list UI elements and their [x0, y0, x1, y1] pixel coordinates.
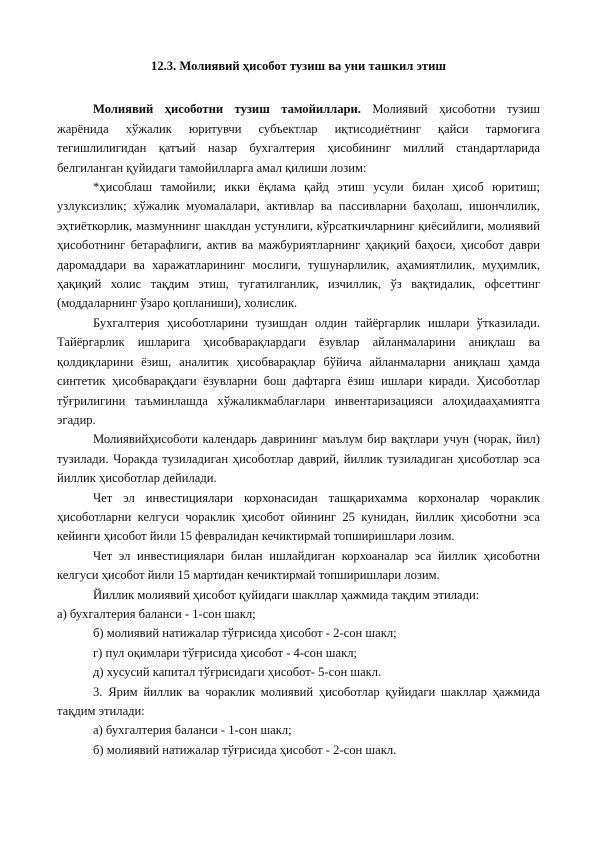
list-item: б) молиявий натижалар тўғрисида ҳисобот - 2-сон шакл.	[93, 742, 397, 757]
section-title: 12.3. Молиявий ҳисобот тузиш ва уни ташкил этиш	[151, 59, 446, 73]
paragraph-periods: Молиявийҳисоботи календарь даврининг маълум бир вақтлари учун (чорак, йил) тузилади. Чоракда тузиладиган ҳисоботлар даврий, йиллик тузиладиган ҳисоботлар эса йиллик ҳисоботлар дейилади.	[57, 432, 540, 486]
list-item: б) молиявий натижалар тўғрисида ҳисобот - 2-сон шакл;	[93, 626, 397, 641]
paragraph-principles-list: *ҳисоблаш тамойили; икки ёқлама қайд этиш усули билан ҳисоб юритиш; узлуксизлик; хўжалик муомалалари, активлар ва пассивларни баҳолаш, ишончлилик, эҳтиёткорлик, мазмуннинг шаклдан устунлиги, кўрсаткичларнинг қиёсийлиги, молиявий ҳисоботнинг бетарафлиги, актив ва мажбуриятларнинг ҳақиқий баҳоси, ҳисобот даври даромаддари ва харажатларининг мослиги, тушунарлилик, аҳамиятлилик, муҳимлик, ҳақиқий холис тақдим этиш, тугатилганлик, изчиллик, ўз вақтидалик, офсеттинг (моддаларнинг ўзаро қопланиши), холислик.	[57, 180, 540, 311]
principles-intro: Молиявий ҳисоботни тузиш жарёнида хўжалик юритувчи субъектлар иқтисодиётнинг қайси тармоғига тегишлилигидан қатъий назар бухгалтерия ҳисобининг миллий стандартларида белгиланган қуйидаги тамойилларга амал қилиши лозим:	[57, 102, 540, 175]
list-item: а) бухгалтерия баланси - 1-сон шакл;	[57, 606, 256, 621]
paragraph-foreign-deadlines: Чет эл инвестициялари билан ишлайдиган корхоаналар эса йиллик ҳисоботни келгуси ҳисобот йили 15 мартидан кечиктирмай топширишлари лозим.	[57, 548, 540, 583]
list-item: г) пул оқимлари тўғрисида ҳисобот - 4-сон шакл;	[93, 645, 357, 660]
list-item: д) хусусий капитал тўғрисидаги ҳисобот- 5-сон шакл.	[93, 665, 382, 680]
paragraph-principles	[57, 100, 540, 178]
paragraph-preparation: Бухгалтерия ҳисоботларини тузишдан олдин тайёргарлик ишлари ўтказилади. Тайёргарлик ишларига ҳисобварақлардаги ёзувлар айланмаларини аниқлаш ва қолдиқларини ёзиш, аналитик ҳисобварақлар бўйича айланмаларни аниқлаш ҳамда синтетик ҳисобварақдаги ёзувларни бош дафтарга ёзиш ишлари киради. Ҳисоботлар тўғрилигини таъминлашда хўжаликмаблағлари инвентаризацияси алоҳидааҳамиятга эгадир.	[57, 315, 540, 427]
paragraph-deadlines: Чет эл инвестициялари корхонасидан ташқарихамма корхоналар чораклик ҳисоботларни келгуси чораклик ҳисобот ойининг 25 кунидан, йиллик ҳисоботни эса кейинги ҳисобот йили 15 февралидан кечиктирмай топширишлари лозим.	[57, 490, 540, 544]
principles-heading: Молиявий ҳисоботни тузиш тамойиллари.	[93, 102, 361, 117]
list-item: а) бухгалтерия баланси - 1-сон шакл;	[93, 723, 292, 738]
paragraph-annual-forms: Йиллик молиявий ҳисобот қуйидаги шакллар ҳажмида тақдим этилади:	[93, 587, 480, 602]
paragraph-interim-forms: 3. Ярим йиллик ва чораклик молиявий ҳисоботлар қуйидаги шакллар ҳажмида тақдим этилади:	[57, 684, 540, 718]
